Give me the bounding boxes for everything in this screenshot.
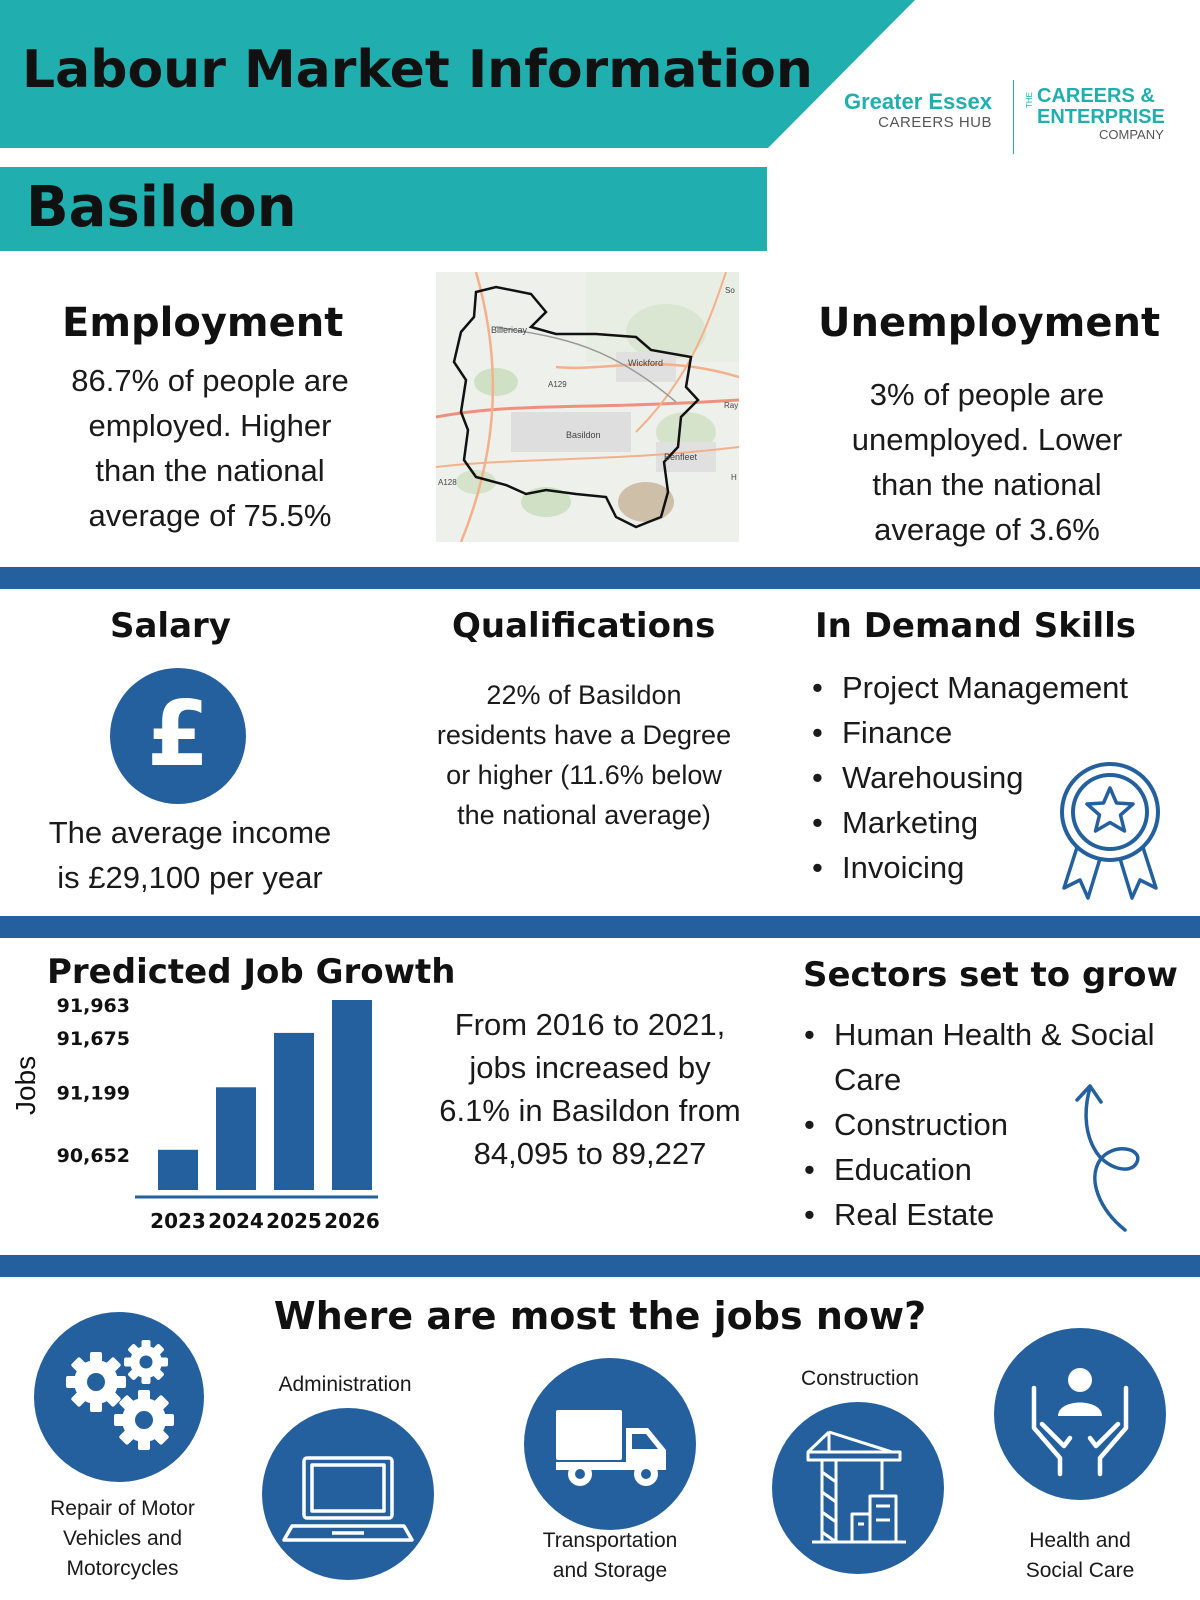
- jobs-now-item-repair: [34, 1312, 204, 1482]
- qualifications-line: residents have a Degree: [436, 720, 732, 750]
- employment-line: 86.7% of people are: [71, 363, 349, 398]
- jobs-now-item-transportation: [524, 1358, 696, 1530]
- truck-icon: [524, 1358, 696, 1530]
- gears-icon: [34, 1312, 204, 1482]
- job-growth-heading: Predicted Job Growth: [47, 952, 456, 992]
- laptop-icon: [262, 1408, 434, 1580]
- jobs-now-label: Construction: [801, 1367, 919, 1390]
- chart-x-tick-label: 2023: [150, 1209, 206, 1233]
- logo-cec-line3: COMPANY: [1099, 127, 1164, 142]
- job-growth-line: 6.1% in Basildon from: [439, 1093, 741, 1128]
- pound-sign-icon: [110, 668, 246, 804]
- qualifications-heading: Qualifications: [452, 606, 716, 646]
- sectors-item-line: • Human Health & Social: [834, 1017, 1155, 1052]
- employment-line: employed. Higher: [88, 408, 332, 443]
- salary-line: is £29,100 per year: [57, 860, 323, 895]
- jobs-now-item-health: [994, 1328, 1166, 1500]
- map-label: Ray: [724, 401, 739, 410]
- cec-logo: [1025, 86, 1180, 142]
- chart-x-tick-label: 2025: [266, 1209, 322, 1233]
- job-growth-line: 84,095 to 89,227: [473, 1136, 707, 1171]
- jobs-now-label: Administration: [278, 1373, 412, 1396]
- location-title: Basildon: [26, 175, 297, 240]
- jobs-now-item-administration: [262, 1408, 434, 1580]
- chart-x-tick-label: 2024: [208, 1209, 264, 1233]
- chart-x-tick-label: 2026: [324, 1209, 380, 1233]
- jobs-now-label: [20, 1494, 225, 1584]
- logo-divider: [1013, 80, 1014, 154]
- section-divider: [0, 916, 1200, 938]
- jobs-now-label-line: Health and: [1029, 1529, 1131, 1552]
- chart-bar: [274, 1033, 314, 1190]
- map-label: A129: [548, 380, 567, 389]
- chart-bar: [216, 1087, 256, 1190]
- unemployment-line: 3% of people are: [869, 377, 1105, 412]
- job-growth-chart: [0, 990, 400, 1240]
- caring-hands-icon: [994, 1328, 1166, 1500]
- map-label: A128: [438, 478, 457, 487]
- skills-item: • Project Management: [808, 665, 1188, 710]
- skills-item: • Finance: [808, 710, 1188, 755]
- logo-cec-the: THE: [1025, 92, 1034, 108]
- map-label: H: [731, 473, 737, 482]
- employment-line: average of 75.5%: [88, 498, 332, 533]
- job-growth-bars: [0, 990, 400, 1240]
- salary-heading: Salary: [110, 606, 231, 646]
- jobs-now-label-line: Vehicles and: [62, 1527, 183, 1550]
- skills-item: • Marketing: [808, 800, 1188, 845]
- award-rosette-icon: [1050, 760, 1170, 905]
- sectors-item: • Construction: [800, 1102, 1195, 1147]
- logo-hub-sub: CAREERS HUB: [878, 114, 992, 131]
- logo-cec-line1: CAREERS &: [1037, 85, 1155, 107]
- employment-line: than the national: [95, 453, 325, 488]
- unemployment-text: [812, 372, 1162, 552]
- chart-value-label: 91,675: [56, 1027, 130, 1050]
- chart-bar: [158, 1150, 198, 1190]
- unemployment-heading: Unemployment: [818, 300, 1161, 346]
- skills-heading: In Demand Skills: [815, 606, 1137, 646]
- pound-symbol: £: [146, 682, 210, 787]
- job-growth-text: [420, 1003, 760, 1175]
- map-label: Billericay: [491, 325, 528, 335]
- logo-hub-name: Greater Essex: [844, 89, 992, 114]
- sectors-heading: Sectors set to grow: [803, 955, 1178, 995]
- page-title: Labour Market Information: [22, 40, 813, 100]
- qualifications-line: or higher (11.6% below: [446, 760, 722, 790]
- sectors-item: • Education: [800, 1147, 1195, 1192]
- jobs-now-label: [980, 1526, 1180, 1586]
- sectors-item: • Real Estate: [800, 1192, 1195, 1237]
- map-label: Basildon: [566, 430, 601, 440]
- qualifications-line: the national average): [457, 800, 711, 830]
- qualifications-line: 22% of Basildon: [486, 680, 682, 710]
- jobs-now-heading: Where are most the jobs now?: [273, 1294, 927, 1338]
- salary-line: The average income: [48, 815, 332, 850]
- sectors-item-line: Care: [834, 1062, 902, 1097]
- chart-value-label: 91,963: [56, 995, 130, 1017]
- section-divider: [0, 1255, 1200, 1277]
- jobs-now-label: [510, 1526, 710, 1586]
- map-label: So: [725, 286, 735, 295]
- chart-value-label: 90,652: [56, 1144, 130, 1167]
- unemployment-line: average of 3.6%: [874, 512, 1100, 547]
- chart-bar: [332, 1000, 372, 1190]
- logo-cec-line2: ENTERPRISE: [1037, 106, 1165, 128]
- job-growth-line: From 2016 to 2021,: [454, 1007, 726, 1042]
- job-growth-line: jobs increased by: [469, 1050, 711, 1085]
- jobs-now-label-line: and Storage: [552, 1559, 668, 1582]
- section-divider: [0, 567, 1200, 589]
- employment-text: [40, 358, 380, 538]
- greater-essex-logo: [820, 90, 992, 132]
- jobs-now-label-line: Repair of Motor: [50, 1497, 195, 1520]
- chart-y-axis-label: Jobs: [10, 1055, 41, 1115]
- map-label: Benfleet: [664, 452, 698, 462]
- crane-icon: [772, 1402, 944, 1574]
- skills-item: • Invoicing: [808, 845, 1188, 890]
- jobs-now-label-line: Motorcycles: [66, 1557, 179, 1580]
- map-label: Wickford: [628, 358, 664, 368]
- curly-arrow-up-icon: [1065, 1080, 1165, 1240]
- jobs-now-label-line: Transportation: [542, 1529, 678, 1552]
- salary-text: [20, 810, 360, 900]
- skills-item: • Warehousing: [808, 755, 1188, 800]
- unemployment-line: than the national: [872, 467, 1102, 502]
- basildon-map: [436, 272, 739, 542]
- qualifications-text: [404, 675, 764, 835]
- jobs-now-label-line: Social Care: [1025, 1559, 1135, 1582]
- jobs-now-item-construction: [772, 1402, 944, 1574]
- unemployment-line: unemployed. Lower: [851, 422, 1123, 457]
- employment-heading: Employment: [62, 300, 344, 346]
- chart-value-label: 91,199: [56, 1082, 130, 1105]
